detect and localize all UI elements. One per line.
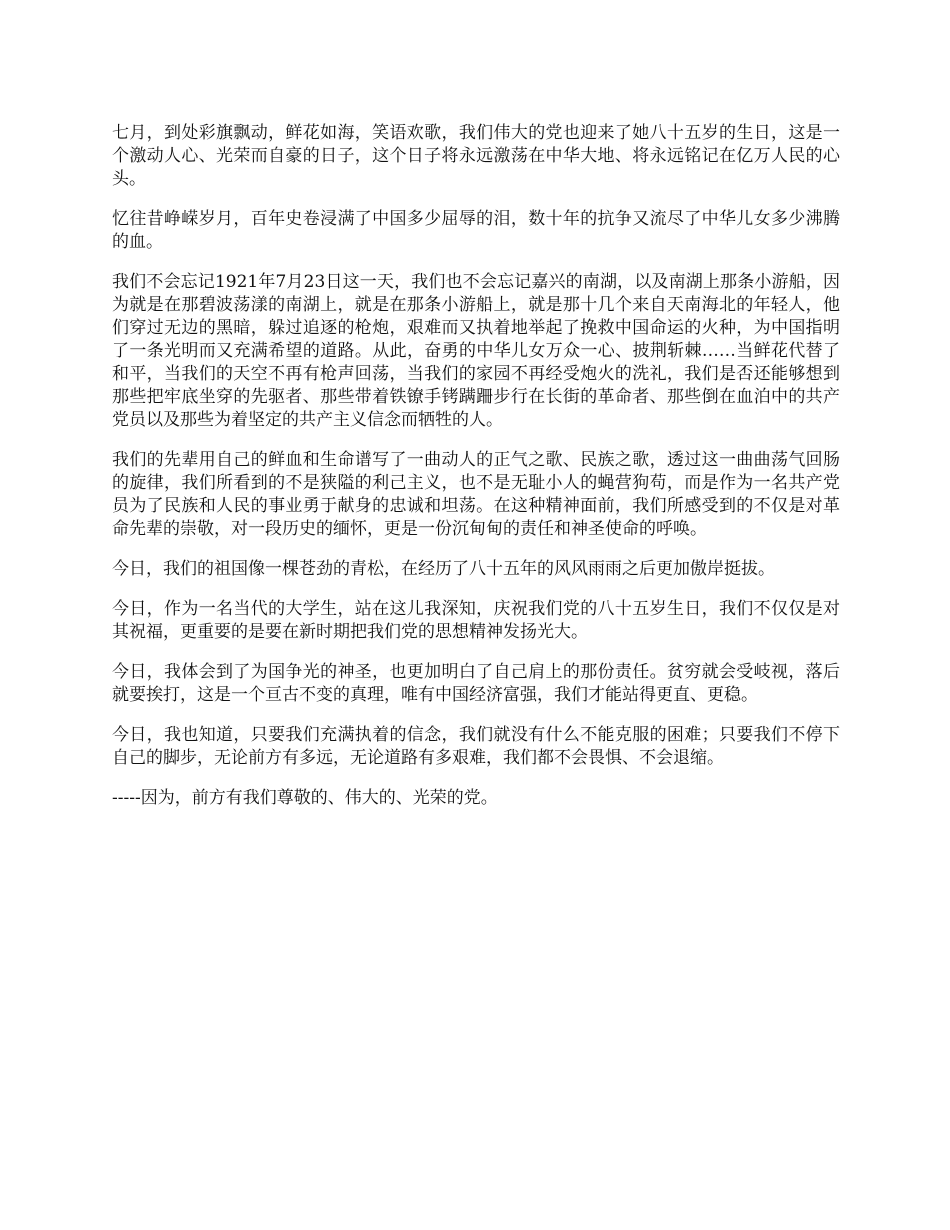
paragraph-2: 忆往昔峥嵘岁月，百年史卷浸满了中国多少屈辱的泪，数十年的抗争又流尽了中华儿女多少沸腾的血。 bbox=[112, 209, 840, 252]
paragraph-5: 今日，我们的祖国像一棵苍劲的青松，在经历了八十五年的风风雨雨之后更加傲岸挺拔。 bbox=[112, 559, 775, 579]
paragraph-9: -----因为，前方有我们尊敬的、伟大的、光荣的党。 bbox=[112, 788, 498, 808]
document-body bbox=[112, 122, 840, 827]
paragraph-1: 七月，到处彩旗飘动，鲜花如海，笑语欢歌，我们伟大的党也迎来了她八十五岁的生日，这是一个激动人心、光荣而自豪的日子，这个日子将永远激荡在中华大地、将永远铭记在亿万人民的心头。 bbox=[112, 123, 840, 189]
paragraph-7: 今日，我体会到了为国争光的神圣，也更加明白了自己肩上的那份责任。贫穷就会受岐视，落后就要挨打，这是一个亘古不变的真理，唯有中国经济富强，我们才能站得更直、更稳。 bbox=[112, 662, 840, 705]
paragraph-6: 今日，作为一名当代的大学生，站在这儿我深知，庆祝我们党的八十五岁生日，我们不仅仅是对其祝福，更重要的是要在新时期把我们党的思想精神发扬光大。 bbox=[112, 599, 840, 642]
paragraph-4: 我们的先辈用自己的鲜血和生命谱写了一曲动人的正气之歌、民族之歌，透过这一曲曲荡气回肠的旋律，我们所看到的不是狭隘的利己主义，也不是无耻小人的蝇营狗苟，而是作为一名共产党员为了民族和人民的事业勇于献身的忠诚和坦荡。在这种精神面前，我们所感受到的不仅是对革命先辈的崇敬，对一段历史的缅怀，更是一份沉甸甸的责任和神圣使命的呼唤。 bbox=[112, 450, 840, 539]
paragraph-8: 今日，我也知道，只要我们充满执着的信念，我们就没有什么不能克服的困难；只要我们不停下自己的脚步，无论前方有多远，无论道路有多艰难，我们都不会畏惧、不会退缩。 bbox=[112, 725, 840, 768]
paragraph-3: 我们不会忘记1921年7月23日这一天，我们也不会忘记嘉兴的南湖，以及南湖上那条小游船，因为就是在那碧波荡漾的南湖上，就是在那条小游船上，就是那十几个来自天南海北的年轻人，他们穿过无边的黑暗，躲过追逐的枪炮，艰难而又执着地举起了挽救中国命运的火种，为中国指明了一条光明而又充满希望的道路。从此，奋勇的中华儿女万众一心、披荆斩棘……当鲜花代替了和平，当我们的天空不再有枪声回荡，当我们的家园不再经受炮火的洗礼，我们是否还能够想到那些把牢底坐穿的先驱者、那些带着铁镣手铐蹒跚步行在长街的革命者、那些倒在血泊中的共产党员以及那些为着坚定的共产主义信念而牺牲的人。 bbox=[112, 272, 840, 430]
